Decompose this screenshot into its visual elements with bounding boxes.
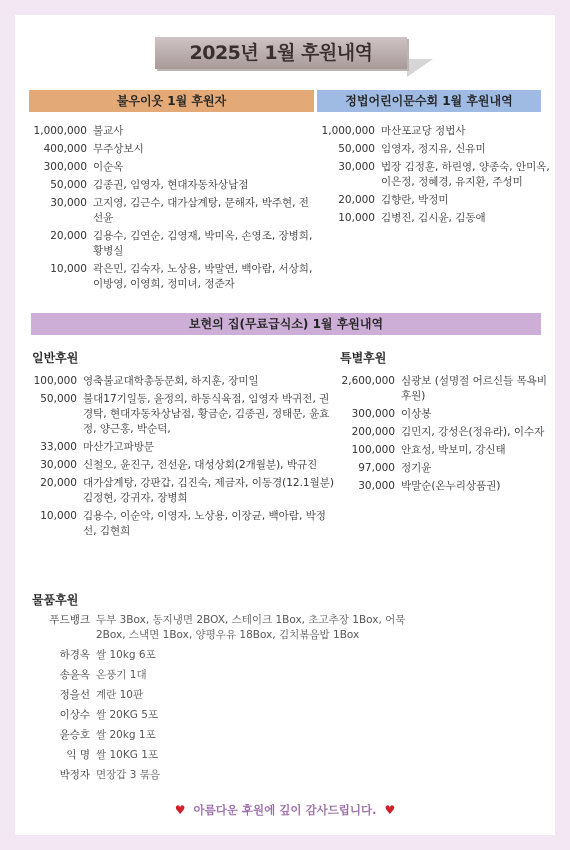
donation-amount: 97,000 xyxy=(358,462,395,474)
donation-amount: 20,000 xyxy=(40,477,77,489)
donation-row xyxy=(313,124,553,139)
bulwoo-header: 불우이웃 1월 후원자 xyxy=(29,90,314,112)
donation-amount: 100,000 xyxy=(351,444,395,456)
donor-names: 무주상보시 xyxy=(93,143,144,155)
donation-amount: 10,000 xyxy=(40,510,77,522)
donation-amount: 30,000 xyxy=(358,480,395,492)
goods-row xyxy=(32,728,432,743)
donation-row xyxy=(25,160,315,175)
donation-amount: 20,000 xyxy=(338,194,375,206)
donation-row xyxy=(25,196,315,226)
donor-names: 김종권, 임영자, 현대자동차상남점 xyxy=(93,179,249,191)
donor-names: 마산가고파방문 xyxy=(83,441,155,453)
goods-row xyxy=(32,768,432,783)
donation-row xyxy=(25,374,335,389)
donation-row xyxy=(25,262,315,292)
page-title: 2025년 1월 후원내역 xyxy=(155,37,407,69)
donation-row xyxy=(333,461,555,476)
goods-donor: 정을선 xyxy=(59,689,90,701)
donor-names: 대가삼계탕, 강판갑, 김진숙, 제금자, 이동경(12.1월분) 김정현, 강귀자, 장병희 xyxy=(83,477,334,504)
donation-amount: 30,000 xyxy=(40,459,77,471)
thanks-message xyxy=(15,802,555,818)
donor-names: 심광보 (설명절 어르신들 목욕비 후원) xyxy=(401,375,547,402)
goods-row xyxy=(32,748,432,763)
donor-names: 법장 김정훈, 하린영, 양종숙, 안미옥, 이은정, 정혜경, 유지환, 주성미 xyxy=(381,161,550,188)
donor-names: 김민지, 강성은(정유라), 이수자 xyxy=(401,426,545,438)
donation-row xyxy=(25,229,315,259)
goods-row xyxy=(32,708,432,723)
donation-amount: 100,000 xyxy=(33,375,77,387)
jungbeop-header: 정법어린이문수회 1월 후원내역 xyxy=(317,90,541,112)
donor-names: 불대17기일동, 윤정의, 하동식육점, 임영자 박귀전, 권경탁, 현대자동차상남점, 황금순, 김종권, 정태문, 윤효정, 양근홍, 박순덕, xyxy=(83,393,330,435)
donor-names: 이상봉 xyxy=(401,408,432,420)
goods-items: 두부 3Box, 동지냉면 2BOX, 스테이크 1Box, 초고추장 1Box, 어묵 2Box, 스낵면 1Box, 양평우유 18Box, 김치볶음밥 1Box xyxy=(96,614,406,641)
donor-names: 신철오, 윤진구, 전선윤, 대성상회(2개월분), 박규진 xyxy=(83,459,318,471)
donation-amount: 50,000 xyxy=(50,179,87,191)
donation-row xyxy=(25,178,315,193)
title-banner xyxy=(155,37,415,69)
goods-items: 계란 10판 xyxy=(96,689,144,701)
goods-donor: 익 명 xyxy=(66,749,90,761)
jungbeop-list xyxy=(313,124,553,229)
donor-names: 김용수, 이순악, 이영자, 노상용, 이장균, 백아람, 박정선, 김현희 xyxy=(83,510,326,537)
donor-names: 고지영, 김근수, 대가삼계탕, 문해자, 박주현, 전선윤 xyxy=(93,197,309,224)
special-donation-title: 특별후원 xyxy=(340,351,387,365)
goods-donor: 이상수 xyxy=(59,709,90,721)
donation-amount: 400,000 xyxy=(43,143,87,155)
goods-row xyxy=(32,613,432,643)
donation-row xyxy=(333,479,555,494)
donor-names: 마산포교당 정법사 xyxy=(381,125,466,137)
donor-names: 정기윤 xyxy=(401,462,432,474)
goods-row xyxy=(32,688,432,703)
general-donation-title: 일반후원 xyxy=(32,351,79,365)
donation-row xyxy=(333,443,555,458)
donation-row xyxy=(25,142,315,157)
donation-row xyxy=(25,509,335,539)
heart-icon: ♥ xyxy=(174,803,186,817)
donation-report-card xyxy=(15,15,555,835)
bohyeon-header: 보현의 집(무료급식소) 1월 후원내역 xyxy=(31,313,541,335)
goods-donor: 박정자 xyxy=(59,769,90,781)
donation-amount: 50,000 xyxy=(40,393,77,405)
donor-names: 임영자, 정지유, 신유미 xyxy=(381,143,486,155)
title-banner-flag xyxy=(407,59,433,77)
goods-donor: 윤승호 xyxy=(59,729,90,741)
donor-names: 영축불교대학총동문회, 하지훈, 장미일 xyxy=(83,375,259,387)
donation-amount: 200,000 xyxy=(351,426,395,438)
donation-amount: 10,000 xyxy=(338,212,375,224)
donor-names: 곽은민, 김숙자, 노상용, 박말연, 백아람, 서상희, 이방영, 이영희, 정미녀, 정준자 xyxy=(93,263,313,290)
donation-amount: 30,000 xyxy=(338,161,375,173)
donation-row xyxy=(25,458,335,473)
donor-names: 안효성, 박보미, 강신태 xyxy=(401,444,506,456)
goods-donation-list xyxy=(32,613,432,788)
donation-amount: 1,000,000 xyxy=(321,125,375,137)
goods-row xyxy=(32,668,432,683)
donation-amount: 33,000 xyxy=(40,441,77,453)
donor-names: 김병진, 김시윤, 김동애 xyxy=(381,212,486,224)
donation-amount: 50,000 xyxy=(338,143,375,155)
donation-row xyxy=(25,392,335,437)
donation-row xyxy=(333,425,555,440)
goods-donor: 하경옥 xyxy=(59,649,90,661)
donor-names: 김용수, 김연순, 김영재, 박미옥, 손영조, 장병희, 황병실 xyxy=(93,230,313,257)
donation-row xyxy=(25,124,315,139)
goods-items: 면장갑 3 묶음 xyxy=(96,769,161,781)
donation-row xyxy=(313,160,553,190)
special-donation-list xyxy=(333,374,555,497)
donation-row xyxy=(333,374,555,404)
donor-names: 불교사 xyxy=(93,125,124,137)
goods-donor: 푸드뱅크 xyxy=(49,614,90,626)
goods-items: 쌀 20kg 1포 xyxy=(96,729,156,741)
donor-names: 김향란, 박정미 xyxy=(381,194,449,206)
donation-amount: 30,000 xyxy=(50,197,87,209)
goods-items: 쌀 10KG 1포 xyxy=(96,749,159,761)
goods-donor: 송윤옥 xyxy=(59,669,90,681)
goods-items: 쌀 20KG 5포 xyxy=(96,709,159,721)
bulwoo-list xyxy=(25,124,315,295)
donation-row xyxy=(313,211,553,226)
donation-amount: 300,000 xyxy=(351,408,395,420)
donor-names: 이순옥 xyxy=(93,161,124,173)
donation-row xyxy=(25,476,335,506)
donation-amount: 20,000 xyxy=(50,230,87,242)
general-donation-list xyxy=(25,374,335,542)
donation-amount: 1,000,000 xyxy=(33,125,87,137)
donation-row xyxy=(313,142,553,157)
donation-row xyxy=(313,193,553,208)
donation-amount: 300,000 xyxy=(43,161,87,173)
goods-row xyxy=(32,648,432,663)
goods-items: 쌀 10kg 6포 xyxy=(96,649,156,661)
goods-items: 온풍기 1대 xyxy=(96,669,147,681)
heart-icon: ♥ xyxy=(384,803,396,817)
donation-row xyxy=(333,407,555,422)
donation-amount: 10,000 xyxy=(50,263,87,275)
donation-amount: 2,600,000 xyxy=(341,375,395,387)
donation-row xyxy=(25,440,335,455)
donor-names: 박말순(온누리상품권) xyxy=(401,480,501,492)
thanks-text: 아름다운 후원에 깊이 감사드립니다. xyxy=(193,803,377,817)
goods-donation-title: 물품후원 xyxy=(32,593,79,607)
